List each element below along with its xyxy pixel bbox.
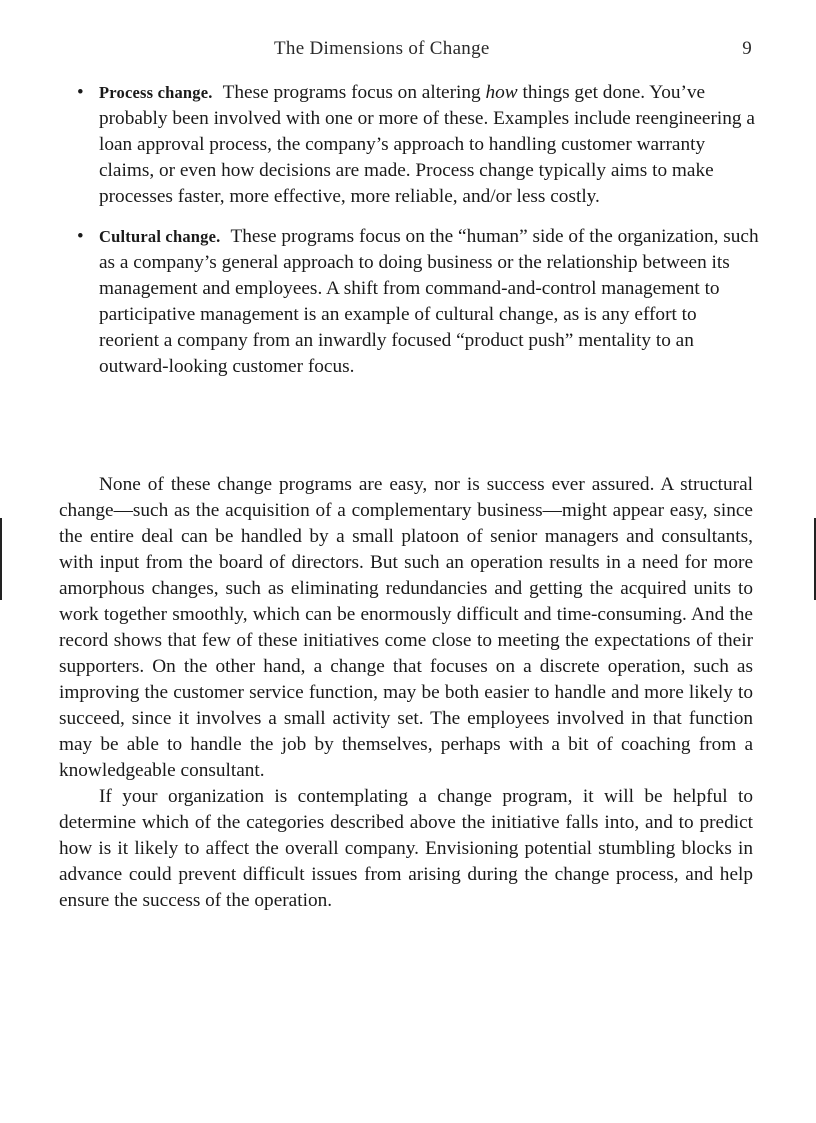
bullet-heading: Cultural change. xyxy=(99,227,221,246)
paragraph: If your organization is contemplating a change program, it will be helpful to determine which of the categories described above the initiative falls into, and to predict how is it likely to affect the overall company. Envisioning potential stumbling blocks in advance could prevent difficult issues from arising during the change process, and help ensure the success of the operation. xyxy=(59,786,753,911)
bullet-heading: Process change. xyxy=(99,83,213,102)
bullet-icon: • xyxy=(77,82,84,103)
bullet-text-lead: These programs focus on the “human” side of the organization, such as a company’s general approach to doing business or the relationship between its management and employees. A shift from command-and-control management to participative management is an example of cultural change, as is any effort to reorient a company from an inwardly focused “product push” mentality to an outward-looking customer focus. xyxy=(99,226,759,377)
bullet-item-process-change xyxy=(77,80,759,210)
bullet-icon: • xyxy=(77,226,84,247)
bullet-item-cultural-change xyxy=(77,224,759,380)
running-head-title: The Dimensions of Change xyxy=(274,38,490,59)
bullet-list xyxy=(77,80,759,394)
body-text xyxy=(59,472,753,914)
bullet-text-lead: These programs focus on altering xyxy=(222,82,486,103)
left-margin-mark xyxy=(0,518,2,600)
bullet-text-emphasis: how xyxy=(485,82,518,103)
running-head xyxy=(0,38,816,64)
bullet-text-rest: things get done. You’ve probably been involved with one or more of these. Examples include reengineering a loan approval process, the company’s approach to handling customer warranty claims, or even how decisions are made. Process change typically aims to make processes faster, more effective, more reliable, and/or less costly. xyxy=(99,82,755,207)
page-number: 9 xyxy=(742,38,752,59)
paragraph: None of these change programs are easy, nor is success ever assured. A structural change—such as the acquisition of a complementary business—might appear easy, since the entire deal can be handled by a small platoon of senior managers and consultants, with input from the board of directors. But such an operation results in a need for more amorphous changes, such as eliminating redundancies and getting the acquired units to work together smoothly, which can be enormously difficult and time-consuming. And the record shows that few of these initiatives come close to meeting the expectations of their supporters. On the other hand, a change that focuses on a discrete operation, such as improving the customer service function, may be both easier to handle and more likely to succeed, since it involves a small activity set. The employees involved in that function may be able to handle the job by themselves, perhaps with a bit of coaching from a knowledgeable consultant. xyxy=(59,474,753,781)
